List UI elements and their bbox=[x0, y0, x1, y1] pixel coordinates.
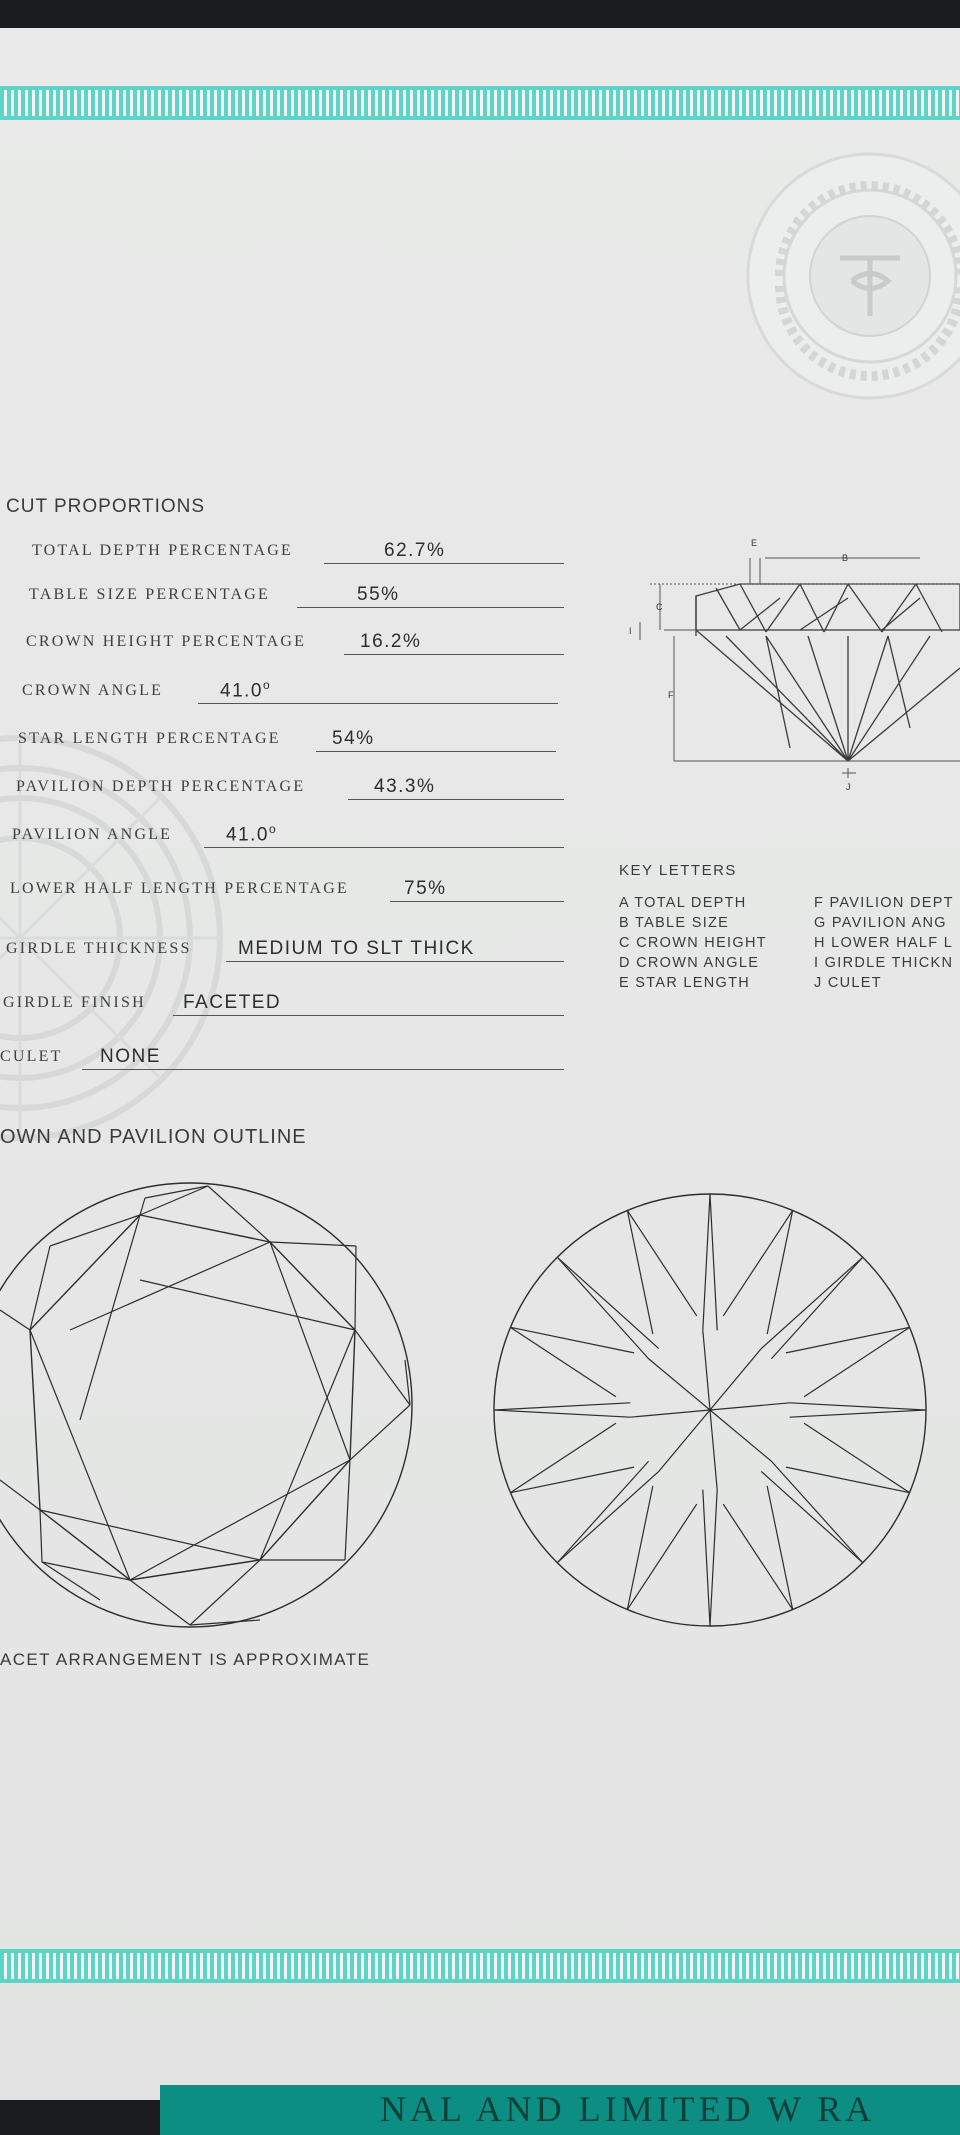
row-value: 41.0 bbox=[220, 680, 263, 701]
key-letter-item: G PAVILION ANG bbox=[814, 915, 947, 931]
row-value: 16.2% bbox=[360, 631, 422, 652]
key-letter-item: B TABLE SIZE bbox=[619, 915, 730, 931]
key-letter-item: J CULET bbox=[814, 975, 882, 991]
row-label: LOWER HALF LENGTH PERCENTAGE bbox=[10, 880, 349, 897]
pavilion-main-facet-line bbox=[771, 1461, 862, 1562]
outline-title: OWN AND PAVILION OUTLINE bbox=[0, 1126, 307, 1148]
degree-symbol: o bbox=[262, 677, 272, 692]
diagram-letter-b: B bbox=[842, 553, 849, 563]
row-pavilion-angle bbox=[12, 818, 564, 848]
pavilion-center-line bbox=[649, 1359, 710, 1410]
row-star-length bbox=[18, 722, 556, 752]
row-lower-half-length bbox=[10, 872, 564, 902]
row-underline bbox=[198, 703, 558, 704]
diagram-letter-e: E bbox=[751, 538, 758, 548]
row-value: MEDIUM TO SLT THICK bbox=[238, 938, 475, 959]
pavilion-center-line bbox=[659, 1410, 710, 1471]
key-letter-item: H LOWER HALF L bbox=[814, 935, 954, 951]
key-letters-right bbox=[814, 893, 954, 993]
row-label: CROWN HEIGHT PERCENTAGE bbox=[26, 633, 307, 650]
row-label: GIRDLE FINISH bbox=[3, 994, 146, 1011]
pavilion-outline-diagram bbox=[488, 1188, 928, 1638]
bottom-warranty-text: NAL AND LIMITED W RA bbox=[380, 2089, 876, 2129]
key-letter-item: I GIRDLE THICKN bbox=[814, 955, 954, 971]
row-underline bbox=[204, 847, 564, 848]
pavilion-main-facet-line bbox=[790, 1403, 926, 1410]
row-underline bbox=[297, 607, 564, 608]
row-pavilion-depth bbox=[16, 770, 564, 800]
row-underline bbox=[344, 654, 564, 655]
row-value: 55% bbox=[357, 584, 400, 605]
key-letter-item: E STAR LENGTH bbox=[619, 975, 751, 991]
row-girdle-finish bbox=[3, 986, 564, 1016]
diamond-profile-diagram bbox=[620, 528, 960, 808]
row-label: CULET bbox=[0, 1048, 63, 1065]
row-value: 41.0 bbox=[226, 824, 269, 845]
pavilion-center-line bbox=[710, 1349, 761, 1410]
pavilion-center-line bbox=[710, 1403, 790, 1410]
key-letter-item: D CROWN ANGLE bbox=[619, 955, 760, 971]
row-value: FACETED bbox=[183, 992, 282, 1013]
pavilion-main-facet-line bbox=[557, 1257, 658, 1348]
row-label: STAR LENGTH PERCENTAGE bbox=[18, 730, 281, 747]
row-value: 54% bbox=[332, 728, 375, 749]
row-underline bbox=[324, 563, 564, 564]
pavilion-main-facet-line bbox=[703, 1194, 710, 1330]
crown-outline-diagram bbox=[0, 1180, 420, 1640]
pavilion-main-facet-line bbox=[790, 1410, 926, 1417]
row-label: CROWN ANGLE bbox=[22, 682, 164, 699]
diagram-letter-i: I bbox=[629, 626, 632, 636]
degree-symbol: o bbox=[268, 821, 278, 836]
key-letter-item: F PAVILION DEPT bbox=[814, 895, 954, 911]
row-underline bbox=[173, 1015, 564, 1016]
pavilion-center-line bbox=[710, 1410, 771, 1461]
row-girdle-thickness bbox=[6, 932, 564, 962]
pavilion-main-facet-line bbox=[703, 1490, 710, 1626]
pavilion-main-facet-line bbox=[761, 1257, 862, 1348]
cut-proportions-title: CUT PROPORTIONS bbox=[6, 496, 206, 517]
row-value: 62.7% bbox=[384, 540, 446, 561]
key-letter-item: C CROWN HEIGHT bbox=[619, 935, 767, 951]
row-crown-angle bbox=[22, 674, 558, 704]
diagram-letter-f: F bbox=[668, 690, 674, 700]
pavilion-main-facet-line bbox=[494, 1403, 630, 1410]
diagram-letter-c: C bbox=[656, 602, 663, 612]
row-label: PAVILION ANGLE bbox=[12, 826, 173, 843]
row-label: TOTAL DEPTH PERCENTAGE bbox=[32, 542, 293, 559]
row-total-depth bbox=[32, 534, 564, 564]
key-letters-title: KEY LETTERS bbox=[619, 862, 737, 879]
pavilion-main-facet-line bbox=[710, 1490, 717, 1626]
row-value: 75% bbox=[404, 878, 447, 899]
pavilion-main-facet-line bbox=[557, 1471, 658, 1562]
row-culet bbox=[0, 1040, 564, 1070]
row-label: GIRDLE THICKNESS bbox=[6, 940, 192, 957]
embossed-seal-logo bbox=[740, 146, 960, 406]
pavilion-main-facet-line bbox=[557, 1461, 648, 1562]
key-letters-left bbox=[619, 893, 767, 993]
diagram-letter-j: J bbox=[846, 782, 851, 792]
row-underline bbox=[316, 751, 556, 752]
row-label: TABLE SIZE PERCENTAGE bbox=[29, 586, 270, 603]
pavilion-center-line bbox=[703, 1330, 710, 1410]
row-underline bbox=[348, 799, 564, 800]
pavilion-main-facet-line bbox=[771, 1257, 862, 1358]
row-value: NONE bbox=[100, 1046, 161, 1067]
facet-note: ACET ARRANGEMENT IS APPROXIMATE bbox=[0, 1650, 371, 1669]
row-label: PAVILION DEPTH PERCENTAGE bbox=[16, 778, 306, 795]
pavilion-main-facet-line bbox=[494, 1410, 630, 1417]
row-crown-height bbox=[26, 625, 564, 655]
pavilion-main-facet-line bbox=[557, 1257, 648, 1358]
bottom-border-band bbox=[0, 1949, 960, 1983]
row-underline bbox=[226, 961, 564, 962]
pavilion-center-line bbox=[630, 1410, 710, 1417]
pavilion-main-facet-line bbox=[761, 1471, 862, 1562]
top-border-band bbox=[0, 86, 960, 120]
row-table-size bbox=[29, 578, 564, 608]
pavilion-center-line bbox=[710, 1410, 717, 1490]
row-underline bbox=[82, 1069, 564, 1070]
row-underline bbox=[390, 901, 564, 902]
pavilion-main-facet-line bbox=[710, 1194, 717, 1330]
row-value: 43.3% bbox=[374, 776, 436, 797]
key-letter-item: A TOTAL DEPTH bbox=[619, 895, 747, 911]
